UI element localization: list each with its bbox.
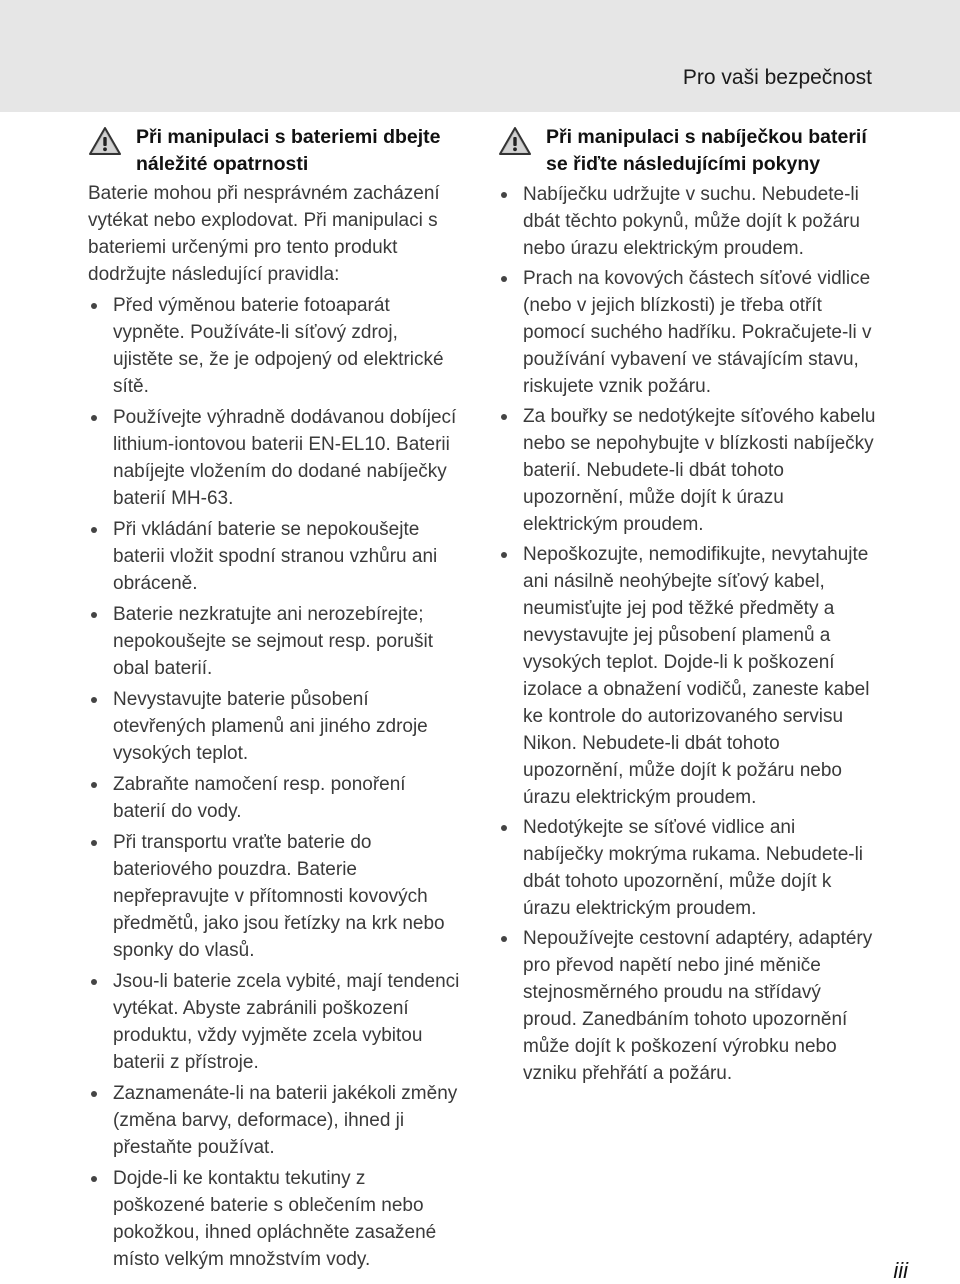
list-item: Nepoužívejte cestovní adaptéry, adaptéry pro převod napětí nebo jiné měniče stejnosměrného proudu na střídavý proud. Zanedbáním tohoto upozornění může dojít k poškození výrobku nebo vzniku přehřátí a požáru.	[498, 925, 876, 1087]
right-heading-text: Při manipulaci s nabíječkou baterií se řiďte následujícími pokyny	[546, 126, 867, 175]
list-item: Používejte výhradně dodávanou dobíjecí lithium-iontovou baterii EN-EL10. Baterii nabíjejte vložením do dodané nabíječky baterií MH-63.	[88, 404, 460, 512]
list-item: Nabíječku udržujte v suchu. Nebudete-li dbát těchto pokynů, může dojít k požáru nebo úrazu elektrickým proudem.	[498, 181, 876, 262]
list-item: Zabraňte namočení resp. ponoření baterií do vody.	[88, 771, 460, 825]
list-item: Před výměnou baterie fotoaparát vypněte. Používáte-li síťový zdroj, ujistěte se, že je odpojený od elektrické sítě.	[88, 292, 460, 400]
warning-triangle-icon	[88, 126, 122, 156]
right-heading	[498, 124, 876, 178]
list-item: Nedotýkejte se síťové vidlice ani nabíječky mokrýma rukama. Nebudete-li dbát tohoto upozornění, může dojít k úrazu elektrickým proudem.	[498, 814, 876, 922]
left-heading	[88, 124, 460, 178]
left-intro: Baterie mohou při nesprávném zacházení vytékat nebo explodovat. Při manipulaci s bateriemi určenými pro tento produkt dodržujte následující pravidla:	[88, 183, 440, 285]
left-column	[88, 124, 460, 1273]
right-column	[498, 124, 876, 1087]
list-item: Nevystavujte baterie působení otevřených plamenů ani jiného zdroje vysokých teplot.	[88, 686, 460, 767]
page-number: iii	[893, 1258, 908, 1283]
right-list	[498, 181, 876, 1087]
warning-triangle-icon	[498, 126, 532, 156]
list-item: Při transportu vraťte baterie do bateriového pouzdra. Baterie nepřepravujte v přítomnosti kovových předmětů, jako jsou řetízky na krk nebo sponky do vlasů.	[88, 829, 460, 964]
list-item: Jsou-li baterie zcela vybité, mají tendenci vytékat. Abyste zabránili poškození produktu, vždy vyjměte zcela vybitou baterii z přístroje.	[88, 968, 460, 1076]
list-item: Nepoškozujte, nemodifikujte, nevytahujte ani násilně neohýbejte síťový kabel, neumisťujte jej pod těžké předměty a nevystavujte jej působení plamenů a vysokých teplot. Dojde-li k poškození izolace a obnažení vodičů, zaneste kabel ke kontrole do autorizovaného servisu Nikon. Nebudete-li dbát tohoto upozornění, může dojít k požáru nebo úrazu elektrickým proudem.	[498, 541, 876, 811]
list-item: Zaznamenáte-li na baterii jakékoli změny (změna barvy, deformace), ihned ji přestaňte používat.	[88, 1080, 460, 1161]
section-title: Pro vaši bezpečnost	[682, 66, 872, 89]
list-item: Dojde-li ke kontaktu tekutiny z poškozené baterie s oblečením nebo pokožkou, ihned opláchněte zasažené místo velkým množstvím vody.	[88, 1165, 460, 1273]
left-list	[88, 292, 460, 1273]
page-header	[0, 0, 960, 112]
list-item: Baterie nezkratujte ani nerozebírejte; nepokoušejte se sejmout resp. porušit obal baterií.	[88, 601, 460, 682]
list-item: Při vkládání baterie se nepokoušejte baterii vložit spodní stranou vzhůru ani obráceně.	[88, 516, 460, 597]
list-item: Prach na kovových částech síťové vidlice (nebo v jejich blízkosti) je třeba otřít pomocí suchého hadříku. Pokračujete-li v používání vybavení ve stávajícím stavu, riskujete vznik požáru.	[498, 265, 876, 400]
list-item: Za bouřky se nedotýkejte síťového kabelu nebo se nepohybujte v blízkosti nabíječky baterií. Nebudete-li dbát tohoto upozornění, může dojít k úrazu elektrickým proudem.	[498, 403, 876, 538]
left-heading-text: Při manipulaci s bateriemi dbejte náležité opatrnosti	[136, 126, 441, 175]
